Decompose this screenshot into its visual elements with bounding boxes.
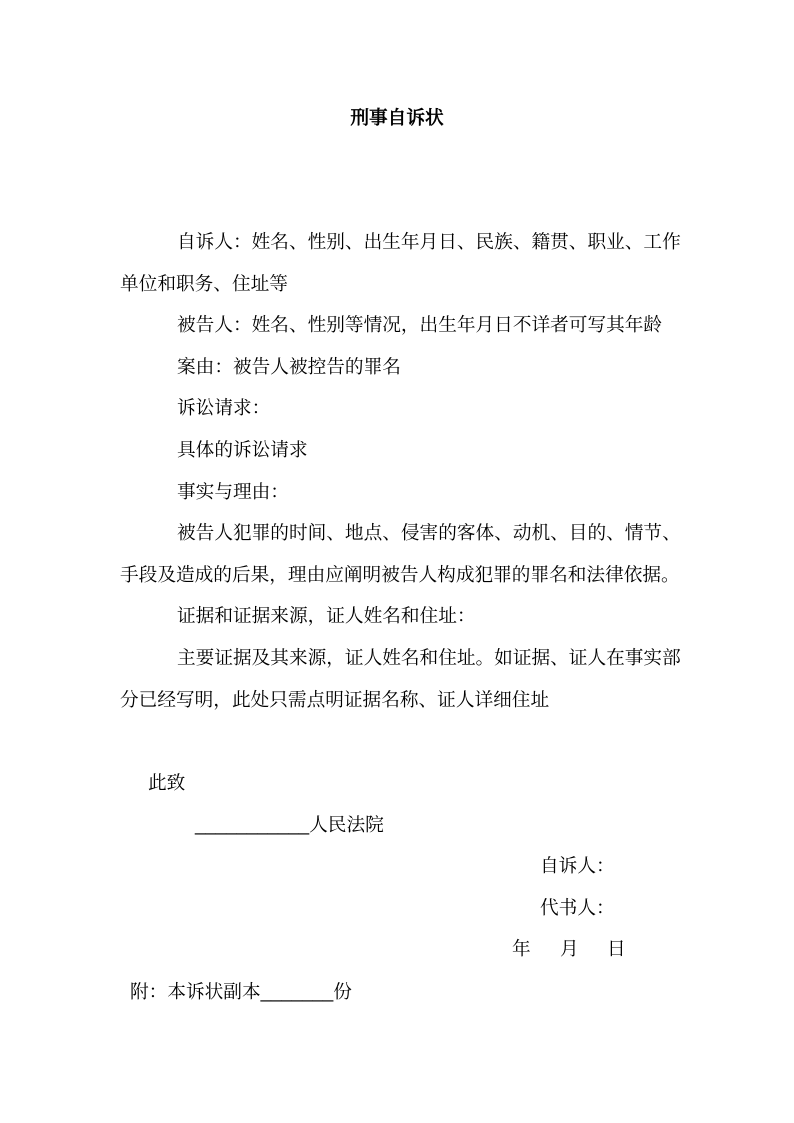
plaintiff-signature: 自诉人： <box>540 855 615 877</box>
claims-line: 具体的诉讼请求 <box>177 439 308 461</box>
writer-signature: 代书人： <box>540 897 615 919</box>
defendant-line: 被告人：姓名、性别等情况，出生年月日不详者可写其年龄 <box>177 315 663 337</box>
date-month: 月 <box>560 939 579 961</box>
attachment-suffix: 份 <box>333 981 352 1003</box>
document-body <box>120 222 690 1012</box>
attachment-prefix: 附：本诉状副本 <box>130 981 261 1003</box>
facts-line-1: 被告人犯罪的时间、地点、侵害的客体、动机、目的、情节、 <box>177 523 681 545</box>
claims-heading: 诉讼请求： <box>177 398 271 420</box>
evidence-heading: 证据和证据来源，证人姓名和住址： <box>177 606 476 628</box>
facts-heading: 事实与理由： <box>177 481 289 503</box>
court-line <box>120 804 690 846</box>
spacer <box>120 721 690 763</box>
document-title: 刑事自诉状 <box>350 107 444 129</box>
attachment-blank: _______ <box>260 980 334 1002</box>
facts-line-2: 手段及造成的后果，理由应阐明被告人构成犯罪的罪名和法律依据。 <box>120 564 680 586</box>
evidence-line-1: 主要证据及其来源，证人姓名和住址。如证据、证人在事实部 <box>177 647 681 669</box>
plaintiff-line-2: 单位和职务、住址等 <box>120 273 288 295</box>
date-day: 日 <box>607 939 626 961</box>
attachment-line <box>120 971 690 1013</box>
court-label: 人民法院 <box>309 815 384 837</box>
closing-greeting: 此致 <box>148 772 186 794</box>
date-year: 年 <box>512 939 531 961</box>
cause-line: 案由：被告人被控告的罪名 <box>177 356 401 378</box>
court-blank: ___________ <box>195 814 310 836</box>
evidence-line-2: 分已经写明，此处只需点明证据名称、证人详细住址 <box>120 689 550 711</box>
plaintiff-line-1: 自诉人：姓名、性别、出生年月日、民族、籍贯、职业、工作 <box>177 232 681 253</box>
date-line <box>120 929 690 971</box>
